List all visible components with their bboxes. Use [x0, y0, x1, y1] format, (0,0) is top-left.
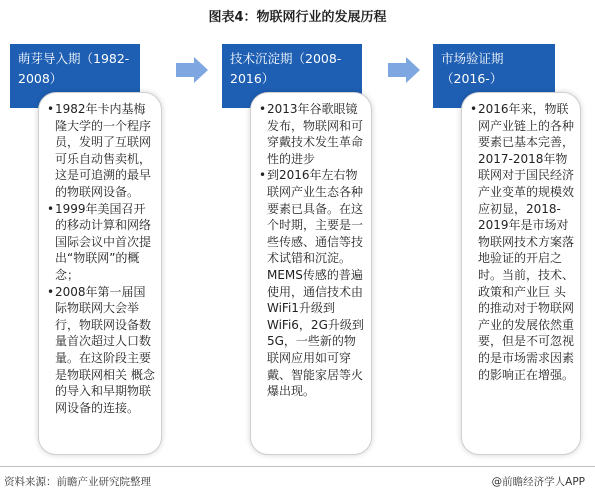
- stage-1-card: [38, 92, 162, 455]
- source-note: 资料来源：前瞻产业研究院整理: [4, 476, 151, 488]
- stage-2-item: • 2013年谷歌眼镜发布，物联网和可穿戴技术发生革命性的进步: [259, 101, 365, 167]
- stage-1-heading: 萌芽导入期（1982-2008）: [10, 44, 140, 108]
- stage-3-heading: 市场验证期（2016-）: [433, 44, 555, 108]
- stage-2-heading: 技术沉淀期（2008-2016）: [222, 44, 362, 108]
- stage-2-card: [250, 92, 372, 455]
- footer-divider: [0, 466, 595, 467]
- brand-label: @前瞻经济学人APP: [491, 476, 585, 488]
- stage-1-item: • 1982年卡内基梅隆大学的一个程序员，发明了互联网可乐自动售卖机，这是可追溯的最早的物联网设备。: [47, 101, 155, 201]
- stage-2-item: • 到2016年左右物联网产业生态各种要素已具备。在这个时期，主要是一些传感、通信等技术试错和沉淀。MEMS传感的普遍使用，通信技术由WiFi1升级到WiFi6，2G升级到5G，一些新的物联网应用如可穿戴、智能家居等火爆出现。: [259, 167, 365, 399]
- stage-1-item: • 1999年美国召开的移动计算和网络国际会议中首次提出“物联网”的概念；: [47, 201, 155, 284]
- chart-title: 图表4：物联网行业的发展历程: [208, 10, 387, 25]
- stage-1-item: • 2008年第一届国际物联网大会举行，物联网设备数量首次超过人口数量。在这阶段主要是物联网相关 概念的导入和早期物联网设备的连接。: [47, 284, 155, 417]
- stage-3-card: [461, 92, 581, 455]
- stage-3-item: • 2016年来，物联网产业链上的各种要素已基本完善，2017-2018年物联网对于国民经济产业变革的规模效应初显，2018-2019年是市场对物联网技术方案落地验证的开启之时。当前，技术、政策和产业巨 头的推动对于物联网产业的发展依然重要，但是不可忽视的是市场需求因素的影响正在增强。: [470, 101, 574, 383]
